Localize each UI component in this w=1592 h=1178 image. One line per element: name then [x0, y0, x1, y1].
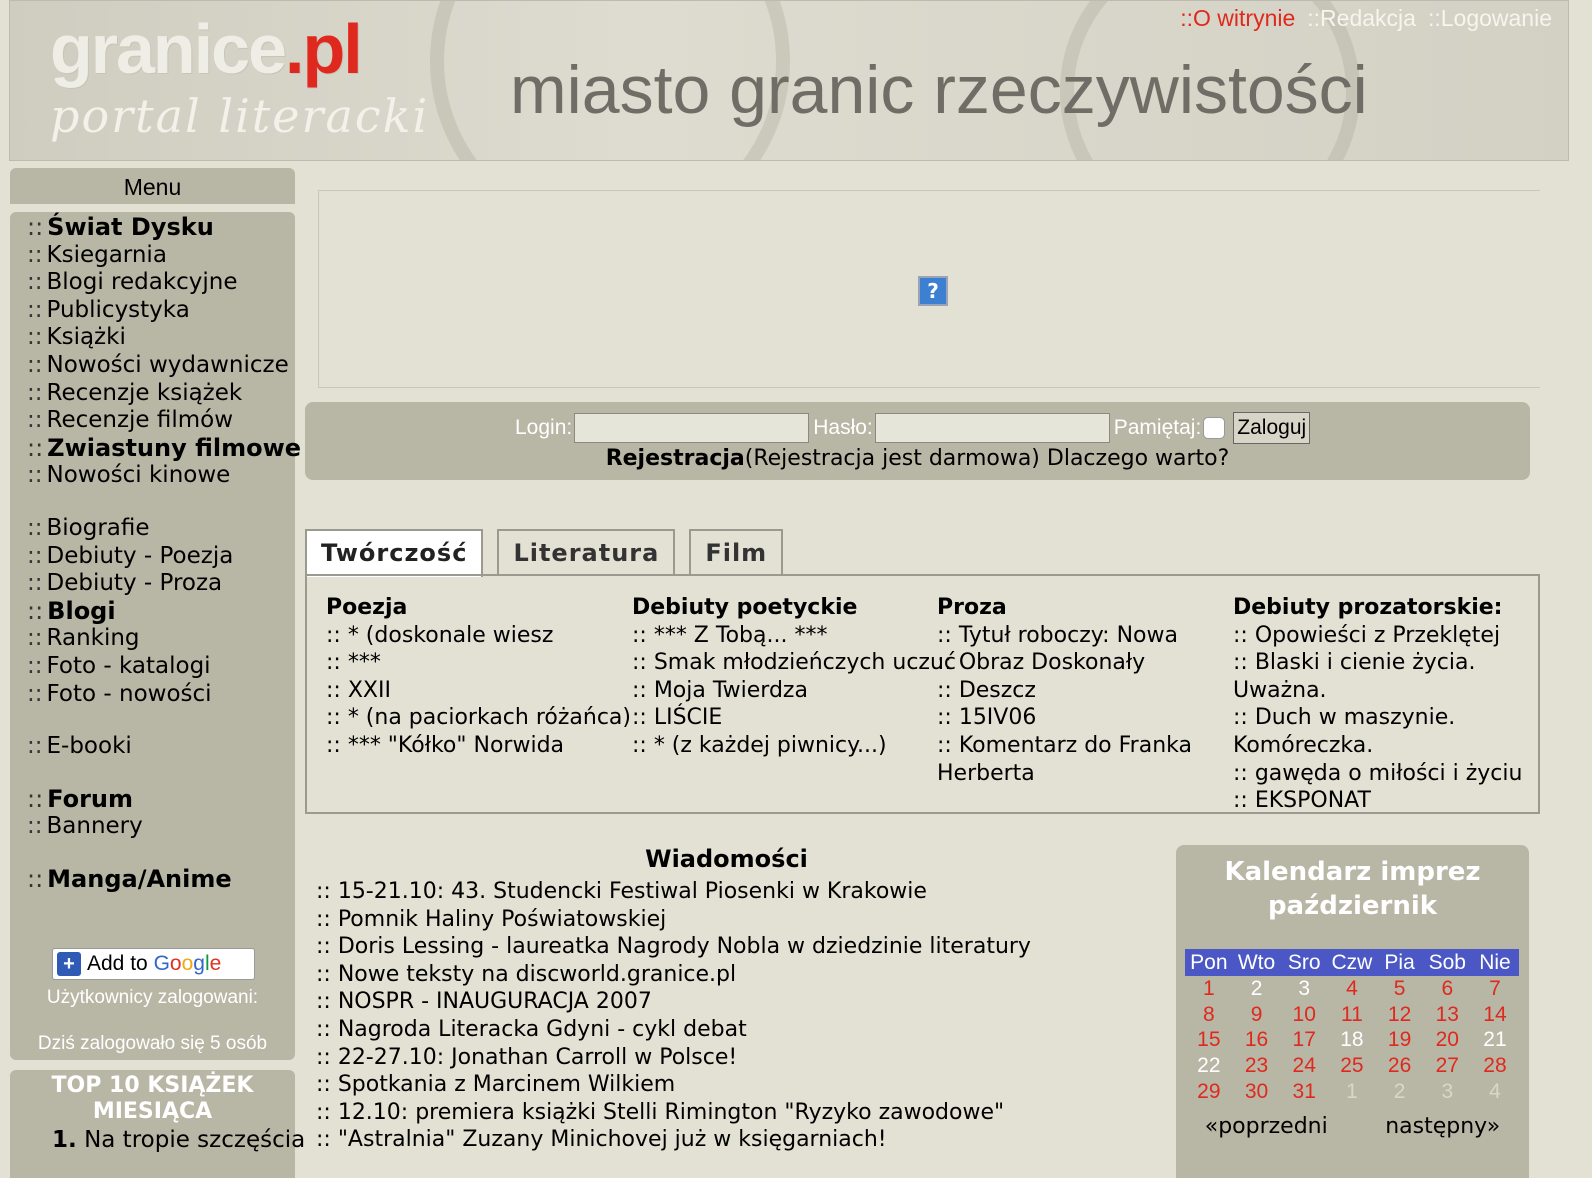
menu-item-label: Biografie: [46, 514, 150, 541]
calendar-day: 4: [1489, 1079, 1501, 1103]
calendar-next-link[interactable]: następny»: [1385, 1114, 1501, 1139]
login-input[interactable]: [574, 413, 809, 443]
menu-item[interactable]: [27, 433, 302, 463]
calendar-day[interactable]: 1: [1203, 977, 1215, 1000]
google-letter: G: [153, 952, 170, 975]
menu-item-label: Ksiegarnia: [46, 241, 167, 268]
news-list: [316, 878, 1031, 1154]
today-logged-label: Dziś zalogowało się 5 osób: [37, 1033, 268, 1054]
column-link[interactable]: :: 15IV06: [937, 705, 1037, 731]
menu-item[interactable]: [27, 866, 289, 894]
menu-item-label: Nowości wydawnicze: [46, 351, 289, 378]
menu-gap: [27, 841, 289, 866]
tab-column: [632, 594, 956, 760]
calendar-day[interactable]: 20: [1435, 1028, 1459, 1052]
top10-title-line: TOP 10 KSIĄŻEK: [51, 1073, 254, 1098]
column-heading: Proza: [937, 595, 1007, 620]
tab-bar: [305, 529, 797, 577]
calendar-nav: [1176, 1114, 1529, 1139]
top10-book-title: Na tropie szczęścia: [84, 1127, 306, 1153]
menu-item-label: Forum: [47, 784, 134, 813]
calendar-day[interactable]: 30: [1244, 1079, 1269, 1103]
calendar-day[interactable]: 19: [1387, 1028, 1412, 1052]
column-link[interactable]: :: ***: [326, 650, 381, 676]
calendar-day[interactable]: 25: [1340, 1054, 1364, 1078]
calendar-week: [1185, 1053, 1519, 1079]
remember-label: Pamiętaj:: [1113, 416, 1202, 439]
menu-item-label: Bannery: [46, 813, 143, 840]
menu-item-label: Debiuty - Poezja: [46, 542, 234, 569]
register-note[interactable]: (Rejestracja jest darmowa) Dlaczego warto?: [744, 446, 1230, 471]
login-label: Login:: [515, 416, 573, 439]
password-label: Hasło:: [813, 416, 873, 439]
weekday-label: Sro: [1287, 951, 1321, 974]
column-link[interactable]: :: Smak młodzieńczych uczuć: [632, 650, 956, 676]
link-login[interactable]: ::Logowanie: [1427, 5, 1552, 31]
calendar-grid: [1185, 949, 1519, 1104]
calendar-day: 18: [1340, 1028, 1364, 1052]
news-item[interactable]: :: 12.10: premiera książki Stelli Rimington "Ryzyko zawodowe": [316, 1099, 1005, 1125]
calendar-day[interactable]: 8: [1203, 1002, 1215, 1026]
menu-list: [27, 213, 302, 893]
logo-tld: .pl: [285, 10, 361, 88]
calendar-day[interactable]: 4: [1346, 977, 1358, 1000]
calendar-day: 21: [1483, 1028, 1507, 1052]
weekday-label: Czw: [1331, 951, 1373, 974]
calendar-day[interactable]: 31: [1292, 1079, 1316, 1103]
calendar-prev-link[interactable]: «poprzedni: [1204, 1114, 1328, 1139]
menu-item[interactable]: [27, 570, 289, 598]
logo-main: granice: [50, 10, 285, 88]
calendar-day[interactable]: 27: [1435, 1054, 1459, 1078]
menu-separator: ::: [27, 324, 43, 351]
menu-item-label: Książki: [46, 324, 126, 351]
column-link[interactable]: :: Duch w maszynie. Komóreczka.: [1233, 705, 1456, 758]
menu-separator: ::: [27, 784, 44, 813]
menu-separator: ::: [27, 514, 43, 541]
add-to-google-button[interactable]: [52, 948, 255, 980]
menu-separator: ::: [27, 680, 43, 707]
tab-column: [326, 594, 631, 760]
calendar-day[interactable]: 6: [1441, 977, 1454, 1000]
calendar-day: 2: [1250, 977, 1263, 1000]
missing-plugin-icon[interactable]: ?: [918, 276, 948, 306]
news-item[interactable]: :: 15-21.10: 43. Studencki Festiwal Piosenki w Krakowie: [316, 879, 927, 904]
menu-item[interactable]: [27, 515, 289, 543]
news-item[interactable]: :: "Astralnia" Zuzany Minichovej już w księgarniach!: [316, 1127, 887, 1153]
calendar-day[interactable]: 28: [1483, 1054, 1507, 1078]
menu-separator: ::: [27, 241, 43, 268]
menu-item[interactable]: [27, 813, 289, 841]
login-form: [515, 412, 1310, 444]
calendar-day[interactable]: 11: [1341, 1002, 1363, 1026]
menu-separator: ::: [27, 733, 43, 760]
google-letter: l: [204, 952, 210, 975]
site-header: [9, 0, 1569, 161]
column-link[interactable]: :: Tytuł roboczy: Nowa: [937, 622, 1178, 648]
column-link[interactable]: :: Komentarz do Franka Herberta: [937, 732, 1192, 786]
menu-item-label: Zwiastuny filmowe: [47, 433, 302, 462]
tab-literatura[interactable]: Literatura: [497, 529, 675, 575]
menu-item[interactable]: [27, 214, 289, 242]
column-link[interactable]: :: gawęda o miłości i życiu: [1233, 760, 1523, 786]
top10-title-line: MIESIĄCA: [92, 1099, 213, 1124]
calendar-day[interactable]: 16: [1244, 1028, 1269, 1052]
weekday-label: Nie: [1479, 951, 1511, 974]
column-link[interactable]: :: EKSPONAT: [1233, 788, 1371, 814]
calendar-day[interactable]: 7: [1489, 977, 1501, 1000]
column-link[interactable]: :: *** Z Tobą... ***: [632, 622, 828, 648]
menu-item-label: Świat Dysku: [47, 213, 214, 241]
tab-column: [937, 594, 1227, 787]
column-heading: Debiuty prozatorskie:: [1233, 595, 1503, 620]
menu-separator: ::: [27, 433, 44, 462]
calendar-day[interactable]: 15: [1197, 1028, 1221, 1052]
news-item[interactable]: :: Nowe teksty na discworld.granice.pl: [316, 961, 737, 987]
news-item[interactable]: :: Pomnik Haliny Poświatowskiej: [316, 906, 667, 932]
menu-item-label: Recenzje filmów: [46, 407, 234, 434]
calendar-day: 2: [1393, 1079, 1406, 1103]
column-link[interactable]: :: Blaski i cienie życia. Uważna.: [1233, 650, 1476, 703]
menu-item[interactable]: [27, 681, 289, 709]
calendar-day[interactable]: 23: [1244, 1054, 1269, 1078]
login-button[interactable]: Zaloguj: [1233, 412, 1310, 444]
calendar-day[interactable]: 17: [1292, 1028, 1316, 1052]
menu-separator: ::: [27, 269, 43, 296]
calendar-month: październik: [1267, 891, 1438, 921]
menu-item[interactable]: [27, 352, 289, 380]
users-online-label: Użytkownicy zalogowani:: [46, 987, 259, 1008]
calendar-heading: Kalendarz imprez: [1224, 857, 1481, 887]
calendar-day[interactable]: 9: [1250, 1002, 1263, 1026]
calendar-week: [1185, 1002, 1519, 1028]
menu-item[interactable]: [27, 324, 289, 352]
news-item[interactable]: :: NOSPR - INAUGURACJA 2007: [316, 989, 652, 1015]
menu-separator: ::: [27, 570, 43, 597]
column-link[interactable]: :: XXII: [326, 677, 391, 703]
calendar-day[interactable]: 12: [1387, 1002, 1412, 1026]
menu-item[interactable]: [27, 269, 289, 297]
calendar-day: 3: [1298, 977, 1311, 1000]
menu-item-label: E-booki: [46, 733, 132, 760]
news-item[interactable]: :: 22-27.10: Jonathan Carroll w Polsce!: [316, 1044, 738, 1070]
menu-separator: ::: [27, 351, 43, 378]
register-row: [305, 446, 1530, 471]
column-link[interactable]: :: *** "Kółko" Norwida: [326, 732, 565, 758]
menu-item[interactable]: [27, 653, 289, 681]
menu-item[interactable]: [27, 598, 289, 626]
calendar-day: 22: [1197, 1054, 1221, 1078]
weekday-label: Pia: [1384, 951, 1415, 974]
menu-item[interactable]: [27, 407, 289, 435]
menu-item[interactable]: [27, 733, 289, 761]
menu-item[interactable]: [27, 786, 289, 814]
menu-item[interactable]: [27, 625, 289, 653]
top10-rank: 1.: [52, 1127, 77, 1153]
menu-separator: ::: [27, 407, 43, 434]
column-link[interactable]: :: * (doskonale wiesz: [326, 622, 554, 648]
menu-separator: ::: [27, 462, 43, 489]
site-slogan: miasto granic rzeczywistości: [510, 52, 1368, 128]
column-link[interactable]: :: * (na paciorkach różańca): [326, 705, 631, 731]
google-letter: e: [209, 952, 222, 975]
calendar-day[interactable]: 26: [1387, 1054, 1412, 1078]
password-input[interactable]: [875, 413, 1110, 443]
menu-separator: ::: [27, 296, 43, 323]
remember-checkbox[interactable]: [1203, 417, 1225, 439]
calendar-day[interactable]: 5: [1393, 977, 1406, 1000]
tab-film[interactable]: Film: [689, 529, 783, 575]
menu-gap: [27, 708, 289, 733]
calendar-day[interactable]: 29: [1197, 1079, 1221, 1103]
calendar-day: 3: [1441, 1079, 1454, 1103]
calendar-day[interactable]: 14: [1483, 1002, 1507, 1026]
add-to-label: Add to: [87, 952, 148, 975]
menu-item-label: Blogi: [47, 596, 116, 625]
top10-title: [10, 1073, 295, 1125]
menu-item-label: Publicystyka: [46, 296, 190, 323]
menu-title: Menu: [10, 168, 295, 204]
column-heading: Debiuty poetyckie: [632, 595, 858, 620]
menu-item-label: Debiuty - Proza: [46, 570, 223, 597]
menu-item[interactable]: [27, 297, 289, 325]
weekday-label: Wto: [1237, 951, 1276, 974]
menu-item[interactable]: [27, 543, 289, 571]
menu-gap: [27, 761, 289, 786]
calendar-day: 1: [1346, 1079, 1358, 1103]
calendar-day[interactable]: 24: [1292, 1054, 1316, 1078]
tab-tworczosc[interactable]: Twórczość: [305, 529, 483, 577]
menu-item[interactable]: [27, 380, 289, 408]
news-item[interactable]: :: Spotkania z Marcinem Wilkiem: [316, 1072, 676, 1098]
news-title: Wiadomości: [645, 845, 808, 873]
menu-item-label: Foto - katalogi: [46, 652, 211, 679]
menu-separator: ::: [27, 813, 43, 840]
calendar-weekdays: [1185, 949, 1519, 976]
link-editors[interactable]: ::Redakcja: [1307, 5, 1416, 31]
menu-separator: ::: [27, 379, 43, 406]
news-item[interactable]: :: Nagroda Literacka Gdyni - cykl debat: [316, 1016, 747, 1042]
weekday-label: Pon: [1190, 951, 1228, 974]
menu-separator: ::: [27, 542, 43, 569]
column-link[interactable]: :: Obraz Doskonały: [937, 650, 1146, 676]
menu-separator: ::: [27, 213, 44, 241]
calendar-week: [1185, 1079, 1519, 1105]
tab-column: [1233, 594, 1523, 815]
menu-separator: ::: [27, 652, 43, 679]
register-link[interactable]: Rejestracja: [605, 446, 745, 471]
column-link[interactable]: :: * (z każdej piwnicy...): [632, 732, 887, 758]
menu-item-label: Recenzje książek: [46, 379, 243, 406]
column-link[interactable]: :: Moja Twierdza: [632, 677, 808, 703]
weekday-label: Sob: [1428, 951, 1466, 974]
link-about[interactable]: ::O witrynie: [1180, 5, 1296, 31]
column-heading: Poezja: [326, 595, 408, 620]
news-item[interactable]: :: Doris Lessing - laureatka Nagrody Nobla w dziedzinie literatury: [316, 934, 1031, 960]
top10-item[interactable]: [52, 1127, 305, 1153]
column-link[interactable]: :: Deszcz: [937, 677, 1036, 703]
calendar-title: [1176, 855, 1529, 923]
calendar-week: [1185, 1027, 1519, 1053]
menu-item[interactable]: [27, 242, 289, 270]
menu-item-label: Blogi redakcyjne: [46, 269, 238, 296]
google-letter: o: [181, 952, 194, 975]
site-logo[interactable]: [50, 9, 361, 89]
calendar-day[interactable]: 10: [1292, 1002, 1316, 1026]
top-links: [1168, 5, 1552, 32]
menu-item-label: Foto - nowości: [46, 680, 212, 707]
logo-subtitle: portal literacki: [50, 89, 430, 143]
column-link[interactable]: :: LIŚCIE: [632, 705, 723, 731]
menu-item[interactable]: [27, 462, 289, 490]
menu-separator: ::: [27, 864, 44, 893]
menu-separator: ::: [27, 625, 43, 652]
menu-gap: [27, 490, 289, 515]
google-letter: o: [169, 952, 182, 975]
calendar-week: [1185, 976, 1519, 1002]
column-link[interactable]: :: Opowieści z Przeklętej: [1233, 622, 1501, 648]
plus-icon: +: [57, 952, 81, 976]
calendar-day[interactable]: 13: [1435, 1002, 1459, 1026]
menu-separator: ::: [27, 596, 44, 625]
google-letter: g: [193, 952, 205, 975]
menu-item-label: Manga/Anime: [47, 864, 232, 893]
menu-item-label: Ranking: [46, 625, 140, 652]
menu-item-label: Nowości kinowe: [46, 462, 231, 489]
